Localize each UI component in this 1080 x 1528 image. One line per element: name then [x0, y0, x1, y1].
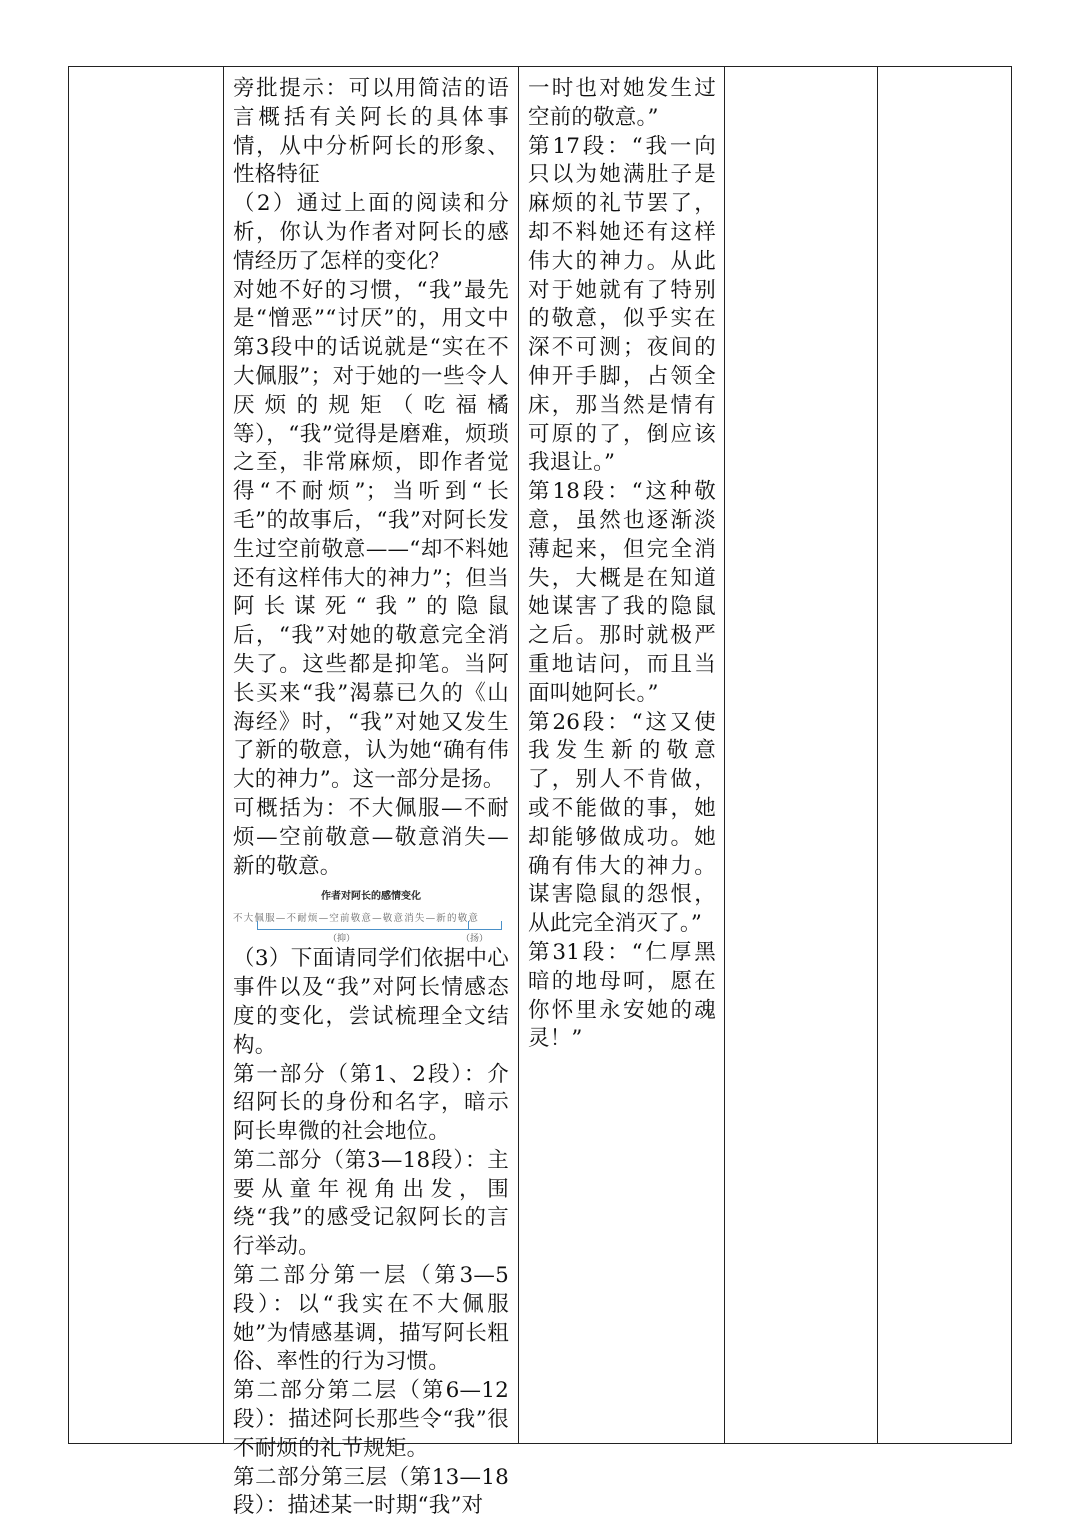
bracket-yang — [461, 921, 502, 930]
label-yang: （扬） — [461, 934, 489, 945]
structure-part-2: 第二部分（第3—18段）：主要从童年视角出发，围绕“我”的感受记叙阿长的言行举动。 — [233, 1147, 509, 1260]
structure-part-2-layer-1: 第二部分第一层（第3—5段）：以“我实在不大佩服她”为情感基调，描写阿长粗俗、率性的行为习惯。 — [233, 1263, 509, 1375]
quote-para-31: 第31段：“仁厚黑暗的地母呵，愿在你怀里永安她的魂灵！” — [528, 939, 716, 1052]
teaching-activity-column — [233, 75, 509, 1521]
structure-part-1: 第一部分（第1、2段）：介绍阿长的身份和名字，暗示阿长卑微的社会地位。 — [233, 1061, 509, 1145]
quote-para-18: 第18段：“这种敬意，虽然也逐渐淡薄起来，但完全消失，大概是在知道她谋害了我的隐鼠之后。那时就极严重地诘问，而且当面叫她阿长。” — [528, 479, 716, 706]
figure-sequence: 不大佩服—不耐烦—空前敬意—敬意消失—新的敬意 — [233, 913, 480, 925]
margin-note-prompt: 旁批提示：可以用简洁的语言概括有关阿长的具体事情，从中分析阿长的形象、性格特征 — [233, 76, 509, 188]
column-divider — [724, 67, 725, 1443]
answer-emotion-change: 对她不好的习惯，“我”最先是“憎恶”“讨厌”的，用文中第3段中的话说就是“实在不大佩服”；对于她的一些令人厌烦的规矩（吃福橘等），“我”觉得是磨难，烦琐之至，非常麻烦，即作者觉得“不耐烦”；当听到“长毛”的故事后，“我”对阿长发生过空前敬意——“却不料她还有这样伟大的神力”；但当阿长谋死“我”的隐鼠后，“我”对她的敬意完全消失了。这些都是抑笔。当阿长买来“我”渴慕已久的《山海经》时，“我”对她又发生了新的敬意，认为她“确有伟大的神力”。这一部分是扬。 — [233, 277, 509, 793]
quote-para-17: 第17段：“我一向只以为她满肚子是麻烦的礼节罢了，却不料她还有这样伟大的神力。从此对于她就有了特别的敬意，似乎实在深不可测；夜间的伸开手脚，占领全床，那当然是情有可原的了，倒应该我退让。” — [528, 133, 716, 476]
emotion-change-figure — [233, 887, 509, 945]
question-3: （3）下面请同学们依据中心事件以及“我”对阿长情感态度的变化，尝试梳理全文结构。 — [233, 946, 509, 1058]
question-2: （2）通过上面的阅读和分析，你认为作者对阿长的感情经历了怎样的变化？ — [233, 191, 509, 274]
column-divider — [518, 67, 519, 1443]
structure-part-2-layer-3: 第二部分第三层（第13—18段）：描述某一时期“我”对 — [233, 1464, 509, 1519]
bracket-yi — [257, 921, 469, 930]
text-quotes-column — [528, 75, 716, 1054]
lesson-table — [68, 66, 1012, 1519]
column-divider — [877, 67, 878, 1443]
label-yi: （抑） — [328, 934, 356, 945]
summary-line: 可概括为：不大佩服—不耐烦—空前敬意—敬意消失—新的敬意。 — [233, 795, 509, 879]
structure-part-2-layer-2: 第二部分第二层（第6—12段）：描述阿长那些令“我”很不耐烦的礼节规矩。 — [233, 1378, 509, 1461]
quote-para-26: 第26段：“这又使我发生新的敬意了，别人不肯做，或不能做的事，她却能够做成功。她确有伟大的神力。谋害隐鼠的怨恨，从此完全消灭了。” — [528, 709, 716, 937]
figure-title: 作者对阿长的感情变化 — [321, 891, 421, 903]
column-divider — [223, 67, 224, 1443]
quote-continuation: 一时也对她发生过空前的敬意。” — [528, 76, 716, 130]
